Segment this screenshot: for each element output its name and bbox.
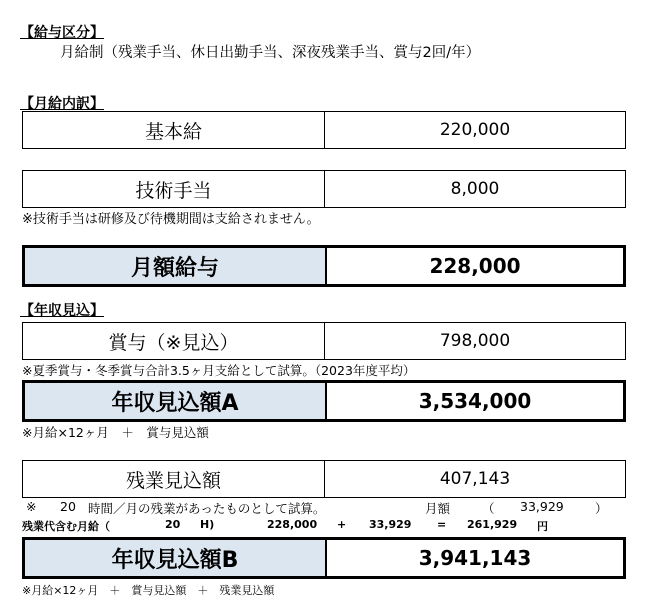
overtime-note-mark: ※ xyxy=(26,499,37,514)
overtime-calc-equals: = xyxy=(437,518,447,531)
tech-allowance-value: 8,000 xyxy=(450,179,500,199)
base-salary-label: 基本給 xyxy=(23,112,325,148)
salary-type-heading: 【給与区分】 xyxy=(20,25,104,41)
overtime-calc-total: 261,929 xyxy=(467,518,518,531)
total-b-row xyxy=(22,537,626,579)
total-b-label: 年収見込額B xyxy=(25,540,327,576)
bonus-note: ※夏季賞与・冬季賞与合計3.5ヶ月支給として試算。（2023年度平均） xyxy=(22,363,416,378)
bonus-label: 賞与（※見込） xyxy=(23,323,325,359)
total-b-note: ※月給×12ヶ月 ＋ 賞与見込額 ＋ 残業見込額 xyxy=(22,584,275,597)
salary-type-text: 月給制（残業手当、休日出勤手当、深夜残業手当、賞与2回/年） xyxy=(60,45,481,61)
overtime-value: 407,143 xyxy=(439,469,511,489)
monthly-total-label: 月額給与 xyxy=(25,248,327,284)
overtime-calc-yen: 円 xyxy=(537,520,548,533)
overtime-label: 残業見込額 xyxy=(23,461,325,497)
total-a-note: ※月給×12ヶ月 ＋ 賞与見込額 xyxy=(22,425,209,440)
bonus-row xyxy=(22,322,626,360)
overtime-calc-label: 残業代含む月給（ xyxy=(22,520,110,533)
overtime-note-hours: 20 xyxy=(60,499,76,514)
overtime-row xyxy=(22,460,626,498)
base-salary-value: 220,000 xyxy=(439,120,511,140)
monthly-breakdown-heading: 【月給内訳】 xyxy=(20,96,104,112)
overtime-calc-base: 228,000 xyxy=(267,518,318,531)
tech-allowance-row xyxy=(22,170,626,208)
tech-allowance-note: ※技術手当は研修及び待機期間は支給されません。 xyxy=(22,212,320,227)
total-b-value: 3,941,143 xyxy=(418,546,532,570)
overtime-calc-plus: + xyxy=(337,518,347,531)
total-a-row xyxy=(22,380,626,422)
overtime-calc-overtime: 33,929 xyxy=(369,518,412,531)
monthly-total-value: 228,000 xyxy=(429,254,521,278)
overtime-note-close-paren: ） xyxy=(595,501,608,516)
overtime-calc-unit: H) xyxy=(200,518,215,531)
overtime-calc-hours: 20 xyxy=(165,518,181,531)
overtime-note-monthly-label: 月額 xyxy=(425,501,451,516)
total-a-value: 3,534,000 xyxy=(418,389,532,413)
total-a-label: 年収見込額A xyxy=(25,383,327,419)
bonus-value: 798,000 xyxy=(439,331,511,351)
overtime-note-open-paren: （ xyxy=(482,501,495,516)
annual-estimate-heading: 【年収見込】 xyxy=(20,303,104,319)
overtime-note-text: 時間／月の残業があったものとして試算。 xyxy=(88,501,326,516)
tech-allowance-label: 技術手当 xyxy=(23,171,325,207)
base-salary-row xyxy=(22,111,626,149)
monthly-total-row xyxy=(22,245,626,287)
overtime-note-monthly-value: 33,929 xyxy=(520,499,564,514)
